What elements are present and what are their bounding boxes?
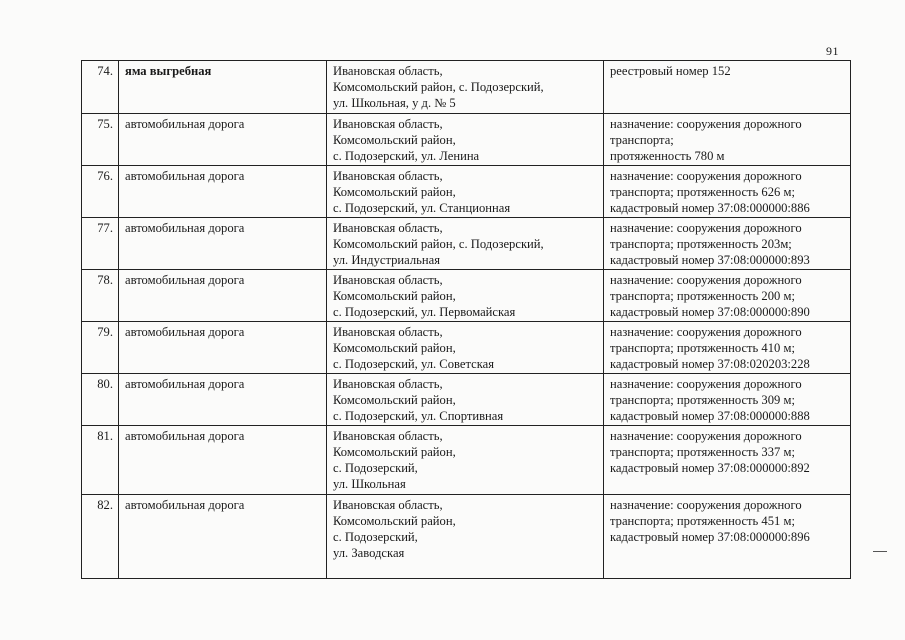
details-line: кадастровый номер 37:08:020203:228 <box>610 357 810 371</box>
object-address <box>327 322 604 374</box>
object-name: автомобильная дорога <box>119 114 327 166</box>
details-line: транспорта; протяженность 337 м; <box>610 445 795 459</box>
object-name: яма выгребная <box>119 61 327 114</box>
row-number: 81. <box>82 426 119 495</box>
object-details <box>604 218 851 270</box>
object-details <box>604 322 851 374</box>
address-line: Ивановская область, <box>333 169 443 183</box>
details-line: назначение: сооружения дорожного <box>610 325 802 339</box>
address-line: Комсомольский район, <box>333 289 456 303</box>
details-line: кадастровый номер 37:08:000000:892 <box>610 461 810 475</box>
object-details <box>604 374 851 426</box>
object-details <box>604 495 851 579</box>
table-row <box>82 166 851 218</box>
address-line: Комсомольский район, с. Подозерский, <box>333 80 544 94</box>
scan-edge-mark <box>873 551 887 552</box>
object-details <box>604 114 851 166</box>
row-number: 77. <box>82 218 119 270</box>
details-line: транспорта; протяженность 410 м; <box>610 341 795 355</box>
row-number: 76. <box>82 166 119 218</box>
address-line: Комсомольский район, <box>333 393 456 407</box>
object-name: автомобильная дорога <box>119 374 327 426</box>
address-line: с. Подозерский, ул. Первомайская <box>333 305 516 319</box>
object-name: автомобильная дорога <box>119 495 327 579</box>
object-name: автомобильная дорога <box>119 322 327 374</box>
object-address <box>327 374 604 426</box>
details-line: транспорта; протяженность 203м; <box>610 237 792 251</box>
details-line: кадастровый номер 37:08:000000:886 <box>610 201 810 215</box>
object-name: автомобильная дорога <box>119 166 327 218</box>
address-line: Комсомольский район, <box>333 514 456 528</box>
details-line: кадастровый номер 37:08:000000:890 <box>610 305 810 319</box>
object-details <box>604 426 851 495</box>
address-line: Ивановская область, <box>333 498 443 512</box>
row-number: 78. <box>82 270 119 322</box>
details-line: реестровый номер 152 <box>610 64 731 78</box>
table-row <box>82 322 851 374</box>
address-line: ул. Заводская <box>333 546 405 560</box>
details-line: транспорта; протяженность 626 м; <box>610 185 795 199</box>
details-line: кадастровый номер 37:08:000000:888 <box>610 409 810 423</box>
table-row <box>82 426 851 495</box>
address-line: Ивановская область, <box>333 64 443 78</box>
address-line: с. Подозерский, <box>333 461 418 475</box>
details-line: назначение: сооружения дорожного <box>610 498 802 512</box>
object-address <box>327 114 604 166</box>
address-line: Ивановская область, <box>333 429 443 443</box>
object-name: автомобильная дорога <box>119 270 327 322</box>
details-line: транспорта; протяженность 200 м; <box>610 289 795 303</box>
page-number: 91 <box>826 44 839 58</box>
object-address <box>327 495 604 579</box>
address-line: с. Подозерский, ул. Ленина <box>333 149 480 163</box>
details-line: транспорта; протяженность 451 м; <box>610 514 795 528</box>
address-line: Ивановская область, <box>333 221 443 235</box>
object-details <box>604 61 851 114</box>
table-row <box>82 495 851 579</box>
table-row <box>82 270 851 322</box>
address-line: Ивановская область, <box>333 117 443 131</box>
details-line: протяженность 780 м <box>610 149 725 163</box>
registry-table-body <box>82 61 851 579</box>
table-row <box>82 114 851 166</box>
details-line: кадастровый номер 37:08:000000:896 <box>610 530 810 544</box>
row-number: 79. <box>82 322 119 374</box>
object-address <box>327 61 604 114</box>
row-number: 80. <box>82 374 119 426</box>
object-address <box>327 218 604 270</box>
address-line: Комсомольский район, <box>333 445 456 459</box>
address-line: с. Подозерский, ул. Спортивная <box>333 409 504 423</box>
table-row <box>82 374 851 426</box>
details-line: назначение: сооружения дорожного <box>610 221 802 235</box>
row-number: 74. <box>82 61 119 114</box>
table-row <box>82 218 851 270</box>
address-line: Комсомольский район, <box>333 133 456 147</box>
details-line: назначение: сооружения дорожного <box>610 169 802 183</box>
address-line: Ивановская область, <box>333 273 443 287</box>
details-line: кадастровый номер 37:08:000000:893 <box>610 253 810 267</box>
object-address <box>327 426 604 495</box>
address-line: Ивановская область, <box>333 377 443 391</box>
address-line: Ивановская область, <box>333 325 443 339</box>
address-line: Комсомольский район, <box>333 341 456 355</box>
object-address <box>327 270 604 322</box>
row-number: 82. <box>82 495 119 579</box>
address-line: с. Подозерский, <box>333 530 418 544</box>
details-line: транспорта; <box>610 133 674 147</box>
object-address <box>327 166 604 218</box>
address-line: с. Подозерский, ул. Станционная <box>333 201 511 215</box>
table-row <box>82 61 851 114</box>
address-line: ул. Индустриальная <box>333 253 440 267</box>
row-number: 75. <box>82 114 119 166</box>
object-name: автомобильная дорога <box>119 426 327 495</box>
property-registry-table <box>81 60 851 579</box>
details-line: назначение: сооружения дорожного <box>610 377 802 391</box>
address-line: ул. Школьная, у д. № 5 <box>333 96 456 110</box>
address-line: ул. Школьная <box>333 477 406 491</box>
details-line: транспорта; протяженность 309 м; <box>610 393 795 407</box>
details-line: назначение: сооружения дорожного <box>610 429 802 443</box>
address-line: Комсомольский район, с. Подозерский, <box>333 237 544 251</box>
address-line: Комсомольский район, <box>333 185 456 199</box>
details-line: назначение: сооружения дорожного <box>610 273 802 287</box>
address-line: с. Подозерский, ул. Советская <box>333 357 495 371</box>
object-details <box>604 166 851 218</box>
object-details <box>604 270 851 322</box>
details-line: назначение: сооружения дорожного <box>610 117 802 131</box>
object-name: автомобильная дорога <box>119 218 327 270</box>
